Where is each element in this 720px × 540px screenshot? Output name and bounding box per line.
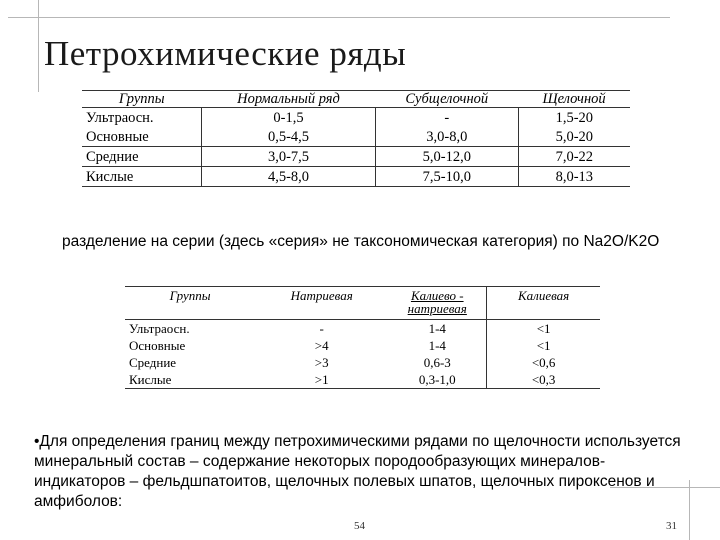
table-cell: Средние — [82, 147, 202, 167]
table-cell: Ультраосн. — [129, 320, 190, 336]
table-cell: >3 — [314, 354, 329, 370]
column-header-potassium-sodium: Калиево - натриевая — [388, 287, 487, 320]
table-row — [82, 167, 630, 187]
column-header-potassium: Калиевая — [487, 287, 600, 320]
na-k-series-table — [125, 286, 600, 389]
column-header-groups: Группы — [82, 91, 202, 108]
slide-title: Петрохимические ряды — [44, 34, 407, 73]
table-cell: 0,3-1,0 — [388, 371, 487, 389]
table-cell: - — [375, 108, 518, 128]
table-row — [125, 354, 600, 371]
table-row — [125, 337, 600, 354]
table-row — [82, 147, 630, 167]
series-table — [82, 90, 630, 187]
table-row — [82, 127, 630, 147]
table-cell: - — [319, 320, 324, 336]
mineral-composition-note: •Для определения границ между петрохимическими рядами по щелочности используется минеральный состав – содержание некоторых породообразующих минералов-индикаторов – фельдшпатоитов, щелочных полевых шпатов, щелочных пироксенов и амфиболов: — [34, 433, 681, 510]
table-cell: 1-4 — [388, 337, 487, 354]
table-cell: 4,5-8,0 — [202, 167, 376, 187]
column-header-alkaline: Щелочной — [518, 91, 630, 108]
slide-frame-left-line — [38, 0, 39, 92]
table-cell: 0,5-4,5 — [202, 127, 376, 147]
table-cell: Кислые — [125, 371, 255, 389]
table-cell: 8,0-13 — [518, 167, 630, 187]
table-cell: <1 — [536, 320, 551, 336]
table-cell: Средние — [129, 354, 177, 370]
column-header-groups: Группы — [125, 287, 255, 320]
series-description: разделение на серии (здесь «серия» не таксономическая категория) по Na2O/K2O — [62, 233, 660, 250]
table-cell: Основные — [82, 127, 202, 147]
column-header-subalkaline: Субщелочной — [375, 91, 518, 108]
table-cell: Основные — [129, 337, 186, 353]
table-cell: 1,5-20 — [555, 109, 594, 126]
table-cell: 5,0-20 — [555, 128, 594, 145]
slide-frame-top-line — [8, 17, 670, 18]
page-number-right: 31 — [666, 520, 677, 532]
table-cell: >1 — [255, 371, 388, 389]
table-cell: 7,0-22 — [518, 147, 630, 167]
table-row — [125, 320, 600, 338]
table-row — [125, 371, 600, 389]
table-cell: 7,5-10,0 — [375, 167, 518, 187]
column-header-sodium: Натриевая — [255, 287, 388, 320]
table-cell: Кислые — [82, 167, 202, 187]
page-number-left: 54 — [354, 520, 365, 532]
table-cell: 0,6-3 — [388, 354, 487, 371]
table-cell: <1 — [536, 337, 551, 353]
table-cell: 3,0-8,0 — [375, 127, 518, 147]
table-cell: <0,3 — [487, 371, 600, 389]
table-cell: <0,6 — [531, 354, 556, 370]
table-cell: Ультраосн. — [82, 108, 202, 128]
table-cell: 1-4 — [388, 320, 487, 338]
column-header-normal: Нормальный ряд — [202, 91, 376, 108]
slide-frame-corner-line — [689, 480, 690, 540]
table-cell: >4 — [314, 337, 329, 353]
table-cell: 3,0-7,5 — [202, 147, 376, 167]
table-row — [82, 108, 630, 128]
table-cell: 0-1,5 — [202, 108, 376, 128]
table-cell: 5,0-12,0 — [375, 147, 518, 167]
